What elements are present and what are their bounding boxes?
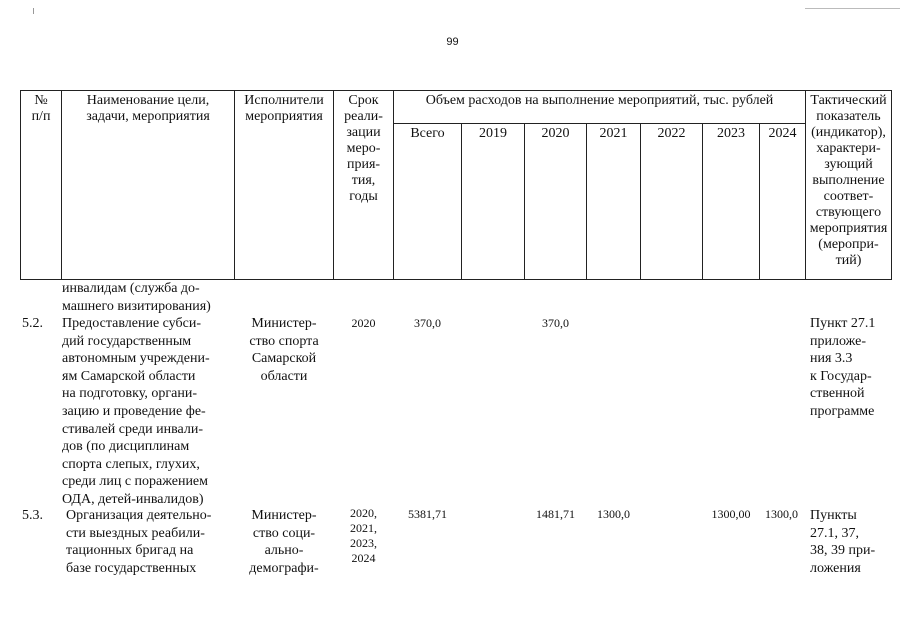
- row-2021: 1300,0: [597, 507, 630, 521]
- header-name: Наименование цели, задачи, мероприятия: [86, 93, 210, 124]
- page-number: 99: [446, 36, 459, 48]
- header-executors: Исполнители мероприятия: [244, 93, 324, 124]
- row-name: Предоставление субси- дий государственным автономным учреждени- ям Самарской области на подготовку, органи- зацию и проведение фе- стивалей среди инвали- дов (по дисциплинам спорта слепых, глухих, среди лиц с поражением ОДА, детей-инвалидов): [62, 316, 210, 507]
- row-2020: 1481,71: [536, 507, 575, 521]
- row-name: Организация деятельно- сти выездных реабили- тационных бригад на базе государственных: [66, 508, 212, 576]
- row-term: 2020: [351, 316, 376, 330]
- header-year-2019: 2019: [479, 126, 507, 141]
- row-2020: 370,0: [542, 316, 569, 330]
- row-indicator: Пункты 27.1, 37, 38, 39 при- ложения: [810, 508, 876, 576]
- header-total: Всего: [410, 126, 445, 141]
- header-expense: Объем расходов на выполнение мероприятий, тыс. рублей: [425, 93, 774, 108]
- row-total: 370,0: [414, 316, 441, 330]
- header-year-2022: 2022: [657, 126, 686, 141]
- header-indicator: Тактический показатель (индикатор), характери- зующий выполнение соответ- ствующего мероприятия (меропри- тий): [809, 93, 888, 268]
- row-2023: 1300,00: [711, 507, 751, 521]
- header-year-2021: 2021: [599, 126, 628, 141]
- header-year-2024: 2024: [768, 126, 797, 141]
- row-total: 5381,71: [408, 507, 447, 521]
- header-year-2023: 2023: [717, 126, 745, 141]
- scan-mark: [33, 8, 34, 14]
- row-2024: 1300,0: [765, 507, 798, 521]
- scan-mark: [805, 8, 900, 9]
- header-term: Срок реали- зации меро- прия- тия, годы: [344, 93, 383, 204]
- row-number: 5.2.: [22, 316, 43, 331]
- row-term: 2020, 2021, 2023, 2024: [350, 506, 377, 565]
- row-indicator: Пункт 27.1 приложе- ния 3.3 к Государ- ственной программе: [810, 316, 876, 419]
- row-executor: Министер- ство спорта Самарской области: [249, 316, 319, 384]
- header-year-2020: 2020: [541, 126, 570, 141]
- continuation-text: инвалидам (служба до- машнего визитирования): [62, 281, 211, 314]
- header-num: № п/п: [31, 93, 51, 124]
- row-number: 5.3.: [22, 508, 43, 523]
- row-executor: Министер- ство соци- ально- демографи-: [249, 508, 319, 576]
